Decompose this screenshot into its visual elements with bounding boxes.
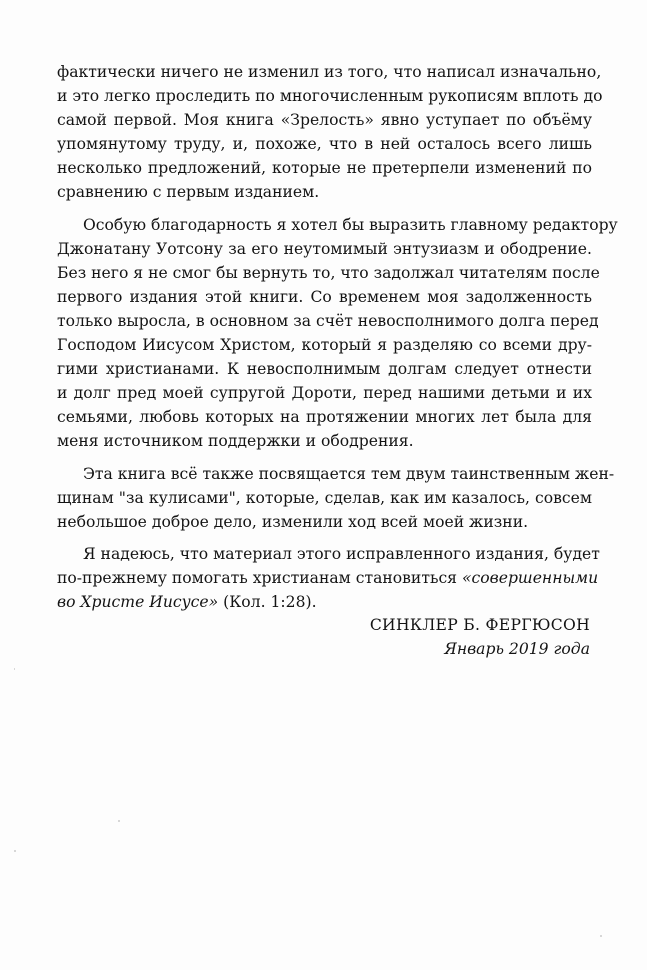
text-line: Особую благодарность я хотел бы выразить главному редактору [83,215,618,234]
text-line: Без него я не смог бы вернуть то, что задолжал читателям после [57,263,600,282]
scan-speck [600,935,602,937]
paragraph-1 [57,60,603,205]
main-text [57,60,618,614]
text-line: семьями, любовь которых на протяжении многих лет была для [57,408,592,427]
text-line: Господом Иисусом Христом, который я разделяю со всеми дру- [57,336,592,355]
text-line: Эта книга всё также посвящается тем двум таинственным жен- [83,464,615,483]
signature-block [370,613,590,661]
scripture-quote-italic: во Христе Иисусе» [57,592,219,611]
text-line: щинам "за кулисами", которые, сделав, как им казалось, совсем [57,488,592,507]
scan-speck [14,668,15,670]
scripture-reference: (Кол. 1:28). [218,592,317,611]
text-line: и это легко проследить по многочисленным рукописям вплоть до [57,87,603,106]
text-line: меня источником поддержки и ободрения. [57,432,414,451]
text-line: и долг пред моей супругой Дороти, перед нашими детьми и их [57,384,592,403]
scan-speck [118,820,120,822]
paragraph-3 [57,462,615,534]
scripture-quote-italic: «совершенными [461,568,599,587]
text-line: сравнению с первым изданием. [57,183,320,202]
text-line: фактически ничего не изменил из того, что написал изначально, [57,63,602,81]
text-line: гими христианами. К невосполнимым долгам следует отнести [57,360,592,379]
signature-date: Январь 2019 года [444,640,590,659]
text-line: несколько предложений, которые не претерпели изменений по [57,159,592,178]
scan-speck [14,850,16,852]
text-line: только выросла, в основном за счёт невосполнимого долга перед [57,311,599,330]
text-line: небольшое доброе дело, изменили ход всей моей жизни. [57,512,529,531]
text-line: первого издания этой книги. Со временем моя задолженность [57,287,592,306]
text-line [57,566,599,590]
author-name: СИНКЛЕР Б. ФЕРГЮСОН [369,616,590,634]
text-line: упомянутому труду, и, похоже, что в ней осталось всего лишь [57,135,592,154]
text-run: по-прежнему помогать христианам становиться [57,568,462,587]
text-line [57,590,592,614]
text-line: Джонатану Уотсону за его неутомимый энтузиазм и ободрение. [57,239,592,258]
paragraph-4 [57,542,600,614]
text-line: Я надеюсь, что материал этого исправленного издания, будет [83,544,600,563]
text-line: самой первой. Моя книга «Зрелость» явно уступает по объёму [57,111,592,130]
paragraph-2 [57,213,618,454]
